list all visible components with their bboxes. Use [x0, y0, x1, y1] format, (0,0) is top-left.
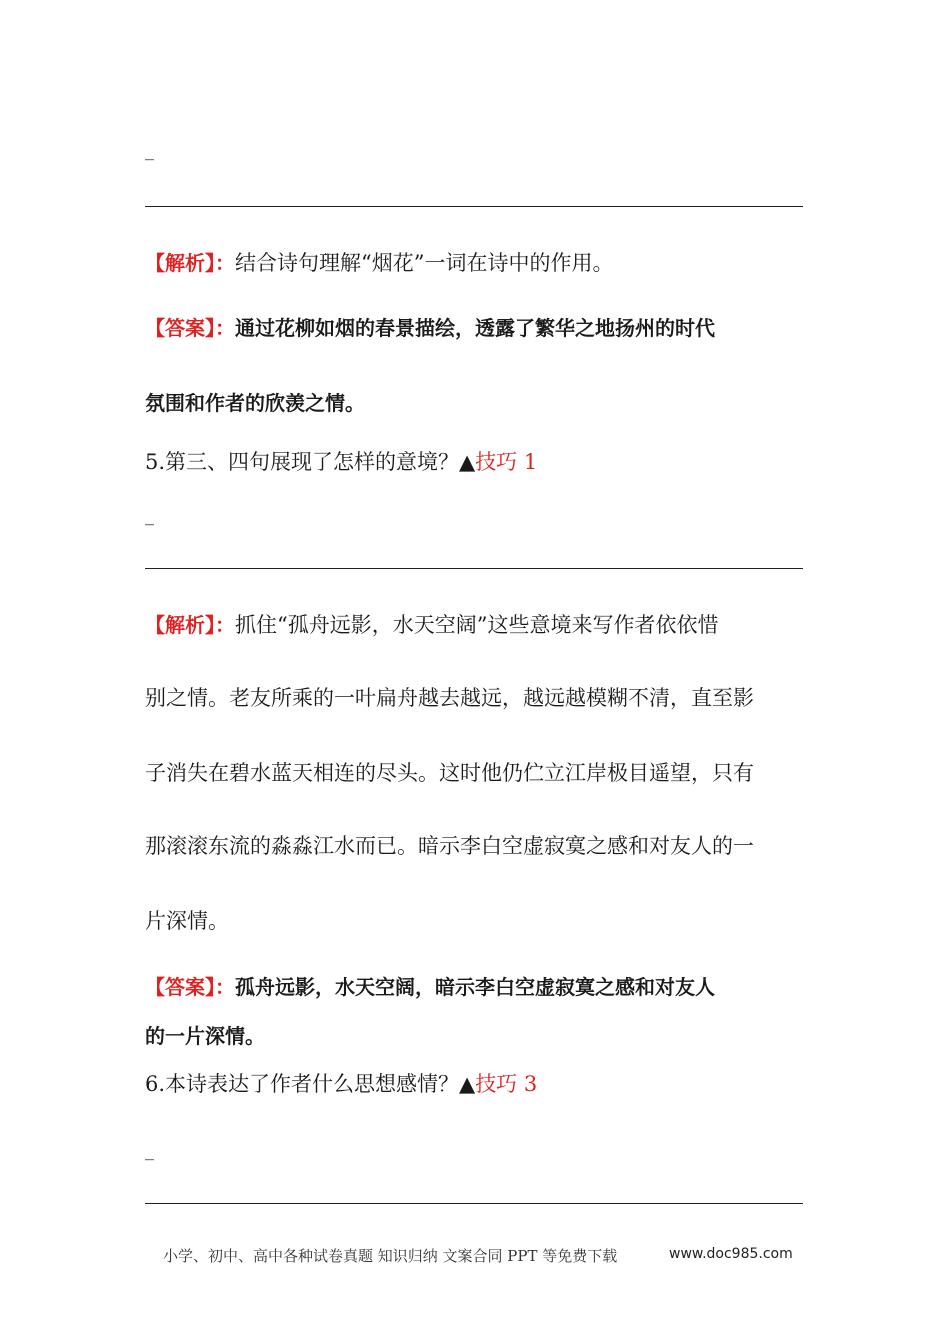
q5-answer-text-cont: 的一片深情。 — [145, 1024, 265, 1048]
q5-analysis-row-1 — [145, 609, 718, 639]
answer-blank-mark: _ — [145, 140, 154, 161]
footer-url[interactable]: www.doc985.com — [669, 1246, 793, 1262]
question-6-tip: 技巧 3 — [475, 1072, 538, 1096]
answer-line — [145, 206, 803, 207]
question-5-text: 5.第三、四句展现了怎样的意境？▲ — [145, 450, 476, 474]
answer-row-1 — [145, 312, 715, 341]
question-6 — [145, 1070, 537, 1098]
footer-text: 小学、初中、高中各种试卷真题 知识归纳 文案合同 PPT 等免费下载 — [163, 1247, 618, 1265]
answer-text: 通过花柳如烟的春景描绘，透露了繁华之地扬州的时代 — [235, 316, 715, 340]
answer-line — [145, 1203, 803, 1204]
answer-label: 【答案】： — [145, 975, 235, 999]
answer-text-cont: 氛围和作者的欣羡之情。 — [145, 391, 365, 415]
question-5 — [145, 448, 537, 476]
answer-blank-mark: _ — [145, 1140, 154, 1161]
answer-label: 【答案】： — [145, 316, 235, 340]
analysis-text: 抓住“孤舟远影，水天空阔”这些意境来写作者依依惜 — [235, 613, 719, 637]
answer-line — [145, 568, 803, 569]
analysis-row-1 — [145, 247, 613, 277]
q5-analysis-line-2: 别之情。老友所乘的一叶扁舟越去越远，越远越模糊不清，直至影 — [145, 686, 754, 710]
analysis-text: 结合诗句理解“烟花”一词在诗中的作用。 — [235, 251, 614, 275]
analysis-label: 【解析】： — [145, 251, 235, 275]
q5-analysis-line-4: 那滚滚东流的淼淼江水而已。暗示李白空虚寂寞之感和对友人的一 — [145, 834, 754, 858]
q5-analysis-line-3: 子消失在碧水蓝天相连的尽头。这时他仍伫立江岸极目遥望，只有 — [145, 761, 754, 785]
analysis-label: 【解析】： — [145, 613, 235, 637]
answer-blank-mark: _ — [145, 505, 154, 526]
question-6-text: 6.本诗表达了作者什么思想感情？▲ — [145, 1072, 476, 1096]
question-5-tip: 技巧 1 — [475, 450, 538, 474]
answer-text: 孤舟远影，水天空阔，暗示李白空虚寂寞之感和对友人 — [235, 975, 715, 999]
q5-analysis-line-5: 片深情。 — [145, 909, 229, 933]
q5-answer-row-1 — [145, 971, 715, 1000]
